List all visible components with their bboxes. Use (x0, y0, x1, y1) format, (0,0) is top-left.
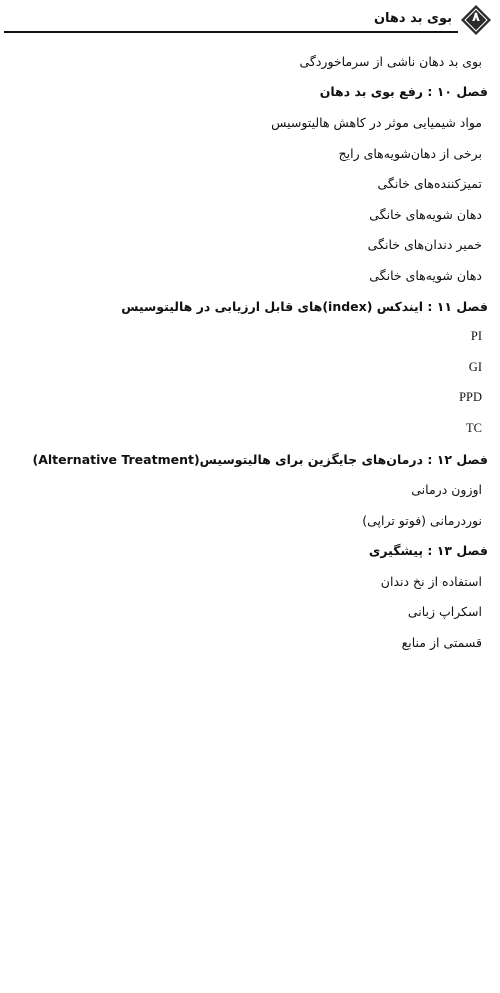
table-of-contents (0, 46, 500, 658)
toc-title: PPD (459, 390, 482, 405)
toc-title: بوی بد دهان ناشی از سرماخوردگی (299, 53, 482, 69)
toc-title: فصل ۱۲ : درمان‌های جایگزین برای هالیتوسیس(Alternative Treatment) (32, 451, 488, 467)
toc-title: اسکراپ زبانی (407, 604, 482, 620)
page-number: ۸ (472, 10, 480, 25)
toc-title: دهان شویه‌های خانگی (369, 267, 482, 283)
toc-title: TC (466, 420, 482, 435)
toc-title: مواد شیمیایی موثر در کاهش هالیتوسیس (271, 114, 482, 130)
running-title: بوی بد دهان (373, 11, 452, 26)
toc-title: استفاده از نخ دندان (380, 573, 482, 589)
toc-page-number (0, 293, 396, 993)
toc-title: اوزون درمانی (411, 482, 482, 498)
toc-title: خمیر دندان‌های خانگی (367, 237, 482, 253)
toc-title: قسمتی از منابع (401, 635, 482, 651)
toc-title: GI (468, 359, 482, 374)
toc-title: فصل ۱۳ : پیشگیری (368, 543, 488, 559)
toc-title: فصل ۱۰ : رفع بوی بد دهان (319, 84, 488, 100)
toc-title: PI (470, 329, 482, 344)
toc-title: نوردرمانی (فوتو تراپی) (362, 512, 482, 528)
toc-title: دهان شویه‌های خانگی (369, 206, 482, 222)
toc-entry-row[interactable] (0, 627, 500, 658)
toc-title: تمیزکننده‌های خانگی (377, 176, 482, 192)
toc-title: فصل ۱۱ : ایندکس (index)های قابل ارزیابی در هالیتوسیس (121, 298, 488, 314)
toc-title: برخی از دهان‌شویه‌های رایج (338, 145, 482, 161)
